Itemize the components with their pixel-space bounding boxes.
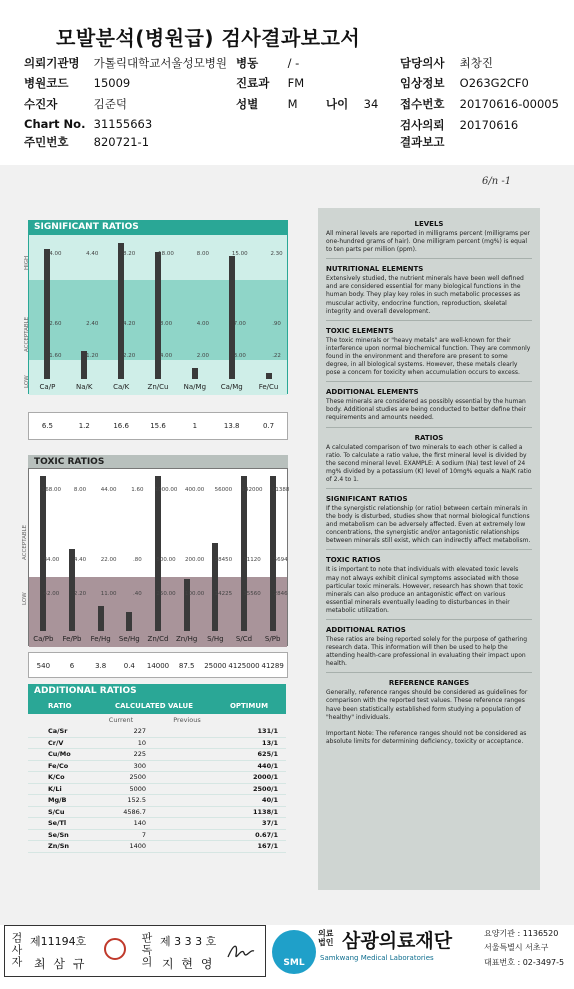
- tick-label: 35560: [243, 591, 261, 597]
- tick-label: 500.00: [156, 557, 176, 563]
- bar-na-mg: [192, 368, 198, 379]
- tick-label: 250.00: [156, 591, 176, 597]
- tick-label: .80: [132, 557, 142, 563]
- tick-label: 11.00: [100, 591, 117, 597]
- rrn-value: 820721-1: [93, 135, 150, 149]
- significant-ratios-chart: [28, 234, 288, 394]
- bar-label: Na/K: [76, 383, 93, 391]
- tick-label: 2846: [273, 591, 288, 597]
- org-code: 요양기관 : 1136520: [484, 929, 559, 938]
- bar-label: Fe/Cu: [258, 383, 279, 391]
- org-address: 서울특별시 서초구: [484, 943, 549, 952]
- signature-icon: [224, 939, 256, 965]
- value-label: 41289: [261, 662, 284, 670]
- current-cell: 1400: [129, 842, 146, 851]
- value-label: 25000: [204, 662, 227, 670]
- levels-body: All mineral levels are reported in milligrams percent (milligrams per one-hundred grams of hair). One milligram percent (mg%) is equal to ten parts per million (ppm).: [326, 230, 532, 259]
- toxic-values-row: [28, 652, 288, 678]
- explanation-panel: [318, 208, 540, 890]
- toxic-elements-title: TOXIC ELEMENTS: [326, 326, 394, 335]
- table-row: [28, 738, 286, 750]
- sex-label: 성별: [236, 97, 259, 111]
- ratios-body: A calculated comparison of two minerals to each other is called a ratio. To calculate a ratio value, the first mineral level is divided by the second mineral level. EXAMPLE: A sodium (Na) test level of 24 mg% divided by a potassium (K) level of 10mg% equals a Na/K ratio of 2.4 to 1.: [326, 444, 532, 489]
- tick-label: 1.60: [49, 353, 62, 359]
- bar-fe-cu: [266, 373, 272, 379]
- tick-label: 4.20: [123, 321, 136, 327]
- tick-label: .90: [272, 321, 281, 327]
- ratio-cell: K/Co: [48, 773, 65, 782]
- table-row: [28, 807, 286, 819]
- reviewer-number: 제 3 3 3 호: [160, 935, 217, 948]
- tick-label: 71120: [243, 557, 261, 563]
- nutritional-title: NUTRITIONAL ELEMENTS: [326, 265, 424, 274]
- institution-row: [24, 55, 227, 71]
- tick-label: 5694: [273, 557, 288, 563]
- chart-value: 31155663: [93, 117, 153, 131]
- ratio-cell: Cu/Mo: [48, 750, 71, 759]
- toxic-ratios-info-body: It is important to note that individuals with elevated toxic levels may not always exhibit clinical symptoms associated with those particular toxic minerals. However, research has shown that toxic minerals can also produce an antagonistic effect on various essential minerals eventually leading to disturbances in their metabolic utilization.: [326, 566, 532, 620]
- bar-zn-hg: [184, 579, 190, 631]
- tick-label: 168.00: [41, 487, 61, 493]
- tick-label: 8.20: [123, 251, 136, 257]
- tick-label: 400.00: [185, 487, 205, 493]
- doctor-label: 담당의사: [400, 56, 445, 70]
- doctor-value: 최창진: [459, 56, 493, 70]
- sig-acceptable-label: ACCEPTABLE: [24, 316, 30, 352]
- tick-label: 7.00: [233, 321, 246, 327]
- value-label: 0.4: [123, 662, 135, 670]
- receipt-row: [400, 96, 559, 112]
- tick-label: 4.00: [49, 251, 62, 257]
- bar-fe-hg: [98, 606, 104, 631]
- current-cell: 5000: [129, 784, 146, 793]
- optimum-cell: 1138/1: [253, 807, 278, 816]
- org-english: Samkwang Medical Laboratories: [320, 954, 434, 962]
- examiner-label: 검사자: [10, 932, 23, 968]
- org-tel: 대표번호 : 02-3497-5: [484, 958, 565, 967]
- age-value: 34: [363, 97, 379, 111]
- request-row: [400, 117, 518, 133]
- current-cell: 7: [141, 830, 146, 839]
- hospital-code-label: 병원코드: [24, 76, 69, 90]
- bar-label: Ca/Mg: [220, 383, 243, 391]
- institution-value: 가톨릭대학교서울성모병원: [93, 56, 227, 70]
- additional-elements-body: These minerals are considered as possibly essential by the human body. Additional studies are being conducted to better define their requirements and amounts needed.: [326, 398, 532, 427]
- bar-label: Ca/Pb: [33, 635, 54, 643]
- rrn-row: [24, 134, 149, 150]
- table-header: [28, 698, 286, 714]
- optimum-cell: 440/1: [257, 761, 278, 770]
- value-label: 14000: [146, 662, 170, 670]
- ratio-cell: K/Li: [48, 784, 62, 793]
- value-label: 0.7: [262, 422, 275, 430]
- tick-label: 4.40: [86, 251, 99, 257]
- value-label: 6.5: [41, 422, 53, 430]
- significant-ratios-title: SIGNIFICANT RATIOS: [28, 220, 288, 234]
- ratio-cell: Fe/Co: [48, 761, 69, 770]
- ratio-cell: Se/Sn: [48, 830, 69, 839]
- dept-label: 진료과: [236, 76, 270, 90]
- bar-label: S/Cd: [235, 635, 253, 643]
- tick-label: 1000.00: [154, 487, 178, 493]
- sig-low-label: LOW: [24, 375, 30, 388]
- current-cell: 300: [133, 761, 146, 770]
- significant-values-row: [28, 412, 288, 440]
- table-row: [28, 749, 286, 761]
- sex-value: M: [287, 97, 298, 111]
- value-label: 6: [69, 662, 75, 670]
- age-label: 나이: [326, 97, 349, 111]
- ratio-cell: Se/Tl: [48, 819, 67, 828]
- bar-label: Fe/Pb: [62, 635, 82, 643]
- org-name: 삼광의료재단: [342, 930, 453, 952]
- ward-row: [236, 55, 299, 71]
- col-previous: Previous: [173, 716, 201, 724]
- table-body: [28, 726, 286, 853]
- optimum-cell: 2500/1: [253, 784, 278, 793]
- examiner-seal-icon: [104, 938, 126, 960]
- clinical-row: [400, 75, 529, 91]
- bar-s-pb: [270, 476, 276, 631]
- tick-label: 1.60: [131, 487, 144, 493]
- request-label: 검사의뢰: [400, 118, 445, 132]
- significant-ratios-info-title: SIGNIFICANT RATIOS: [326, 494, 408, 503]
- optimum-cell: 2000/1: [253, 773, 278, 782]
- optimum-cell: 13/1: [262, 738, 278, 747]
- table-row: [28, 818, 286, 830]
- institution-label: 의뢰기관명: [24, 56, 80, 70]
- hospital-code-value: 15009: [93, 76, 131, 90]
- current-cell: 152.5: [127, 796, 146, 805]
- ratio-cell: Cr/V: [48, 738, 64, 747]
- tick-label: 18.00: [158, 251, 174, 257]
- optimum-cell: 131/1: [257, 727, 278, 736]
- current-cell: 10: [137, 738, 146, 747]
- tick-label: 11388: [271, 487, 290, 493]
- tick-label: 8.00: [196, 251, 209, 257]
- optimum-cell: 40/1: [262, 796, 278, 805]
- receipt-value: 20170616-00005: [459, 97, 559, 111]
- patient-row: [24, 96, 127, 112]
- clinical-label: 임상정보: [400, 76, 445, 90]
- bar-se-hg: [126, 612, 132, 631]
- tick-label: 4.00: [196, 321, 209, 327]
- hospital-code-row: [24, 75, 130, 91]
- tick-label: 28450: [214, 557, 233, 563]
- tick-label: 2.30: [270, 251, 283, 257]
- ratios-title: RATIOS: [414, 433, 444, 442]
- tick-label: 84.00: [43, 557, 60, 563]
- current-cell: 227: [133, 727, 146, 736]
- optimum-cell: 625/1: [257, 750, 278, 759]
- toxic-ratios-title: TOXIC RATIOS: [28, 455, 288, 469]
- additional-ratios-info-title: ADDITIONAL RATIOS: [326, 626, 406, 634]
- tick-label: 2.20: [73, 591, 87, 597]
- optimum-cell: 167/1: [257, 842, 278, 851]
- reviewer-name: 지 현 영: [162, 957, 215, 971]
- tick-label: 100.00: [185, 591, 205, 597]
- additional-ratios-info-body: These ratios are being reported solely for the purpose of gathering research data. This information will then be used to help the attending health-care professional in evaluating their impact upon health.: [326, 636, 532, 673]
- value-label: 1: [192, 422, 198, 430]
- value-label: 3.8: [95, 662, 107, 670]
- col-current: Current: [108, 716, 134, 724]
- tick-label: .40: [132, 591, 142, 597]
- patient-value: 김준덕: [93, 97, 127, 111]
- value-label: 87.5: [178, 662, 195, 670]
- patient-label: 수진자: [24, 97, 58, 111]
- table-row: [28, 841, 286, 853]
- tick-label: 4.40: [73, 557, 87, 563]
- current-cell: 2500: [129, 773, 146, 782]
- additional-ratios-table: [28, 698, 286, 853]
- ratio-cell: Mg/B: [48, 796, 67, 805]
- ratio-cell: Ca/Sr: [48, 727, 68, 736]
- tick-label: 8.00: [159, 321, 173, 327]
- optimum-cell: 0.67/1: [255, 830, 278, 839]
- clinical-value: O263G2CF0: [459, 76, 529, 90]
- org-prefix: 의료법인: [318, 929, 334, 947]
- value-label: 540: [36, 662, 51, 670]
- dept-value: FM: [287, 76, 305, 90]
- nutritional-body: Extensively studied, the nutrient minerals have been well defined and are considered essential for many biological functions in the human body. They play key roles in such metabolic processes as muscular activity, endocrine function, reproduction, skeletal integrity and overall development.: [326, 275, 532, 320]
- current-cell: 4586.7: [123, 807, 146, 816]
- tick-label: 22.00: [100, 557, 117, 563]
- bar-label: S/Hg: [207, 635, 224, 643]
- table-row: [28, 784, 286, 796]
- age-row: [326, 96, 378, 112]
- bar-label: Fe/Hg: [90, 635, 111, 643]
- table-row: [28, 761, 286, 773]
- ward-value: / -: [287, 56, 300, 70]
- significant-ratios-info-body: If the synergistic relationship (or ratio) between certain minerals in the body is disturbed, studies show that normal biological functions and metabolism can be adversely affected. Even at extremely low concentrations, the synergistic and/or antagonistic relationships between minerals still exist, which can indirectly affect metabolism.: [326, 505, 532, 550]
- value-label: 15.6: [150, 422, 166, 430]
- ratio-cell: S/Cu: [48, 807, 65, 816]
- bar-label: Se/Hg: [118, 635, 140, 643]
- tox-acceptable-label: ACCEPTABLE: [22, 524, 28, 560]
- bar-label: Ca/K: [113, 383, 130, 391]
- handwritten-note: 6/n -1: [482, 176, 512, 187]
- tick-label: 2.40: [86, 321, 99, 327]
- chart-row: [24, 117, 152, 131]
- tick-label: 42.00: [43, 591, 60, 597]
- current-cell: 225: [133, 750, 146, 759]
- report-row: [400, 134, 460, 150]
- tox-low-label: LOW: [22, 592, 28, 605]
- table-subheader: [28, 714, 286, 726]
- bar-zn-cd: [155, 476, 161, 631]
- tick-label: 2.60: [49, 321, 62, 327]
- sig-high-label: HIGH: [24, 255, 30, 270]
- levels-title: LEVELS: [414, 220, 444, 228]
- tick-label: 200.00: [185, 557, 205, 563]
- chart-label: Chart No.: [24, 117, 86, 131]
- col-optimum: OPTIMUM: [229, 702, 269, 710]
- additional-ratios-title: ADDITIONAL RATIOS: [28, 684, 286, 698]
- tick-label: .22: [272, 353, 281, 359]
- bar-ca-p: [44, 249, 50, 379]
- additional-elements-title: ADDITIONAL ELEMENTS: [326, 388, 419, 397]
- tick-label: 15.00: [231, 251, 248, 257]
- tick-label: 142000: [241, 487, 263, 493]
- bar-ca-pb: [40, 476, 46, 631]
- examiner-name: 최 삼 규: [34, 957, 87, 971]
- ward-label: 병동: [236, 56, 259, 70]
- doctor-row: [400, 55, 493, 71]
- tick-label: 2.00: [196, 353, 209, 359]
- important-note: Important Note: The reference ranges should not be considered as absolute limits for determining deficiency, toxicity or acceptance.: [326, 729, 527, 745]
- col-ratio: RATIO: [48, 702, 72, 710]
- toxic-ratios-chart: [28, 468, 288, 646]
- ratio-cell: Zn/Sn: [48, 842, 70, 851]
- table-row: [28, 772, 286, 784]
- bar-label: Zn/Cd: [147, 635, 169, 643]
- current-cell: 140: [133, 819, 146, 828]
- bar-s-cd: [241, 476, 247, 631]
- examiner-number: 제11194호: [30, 935, 87, 948]
- value-label: 1.2: [78, 422, 90, 430]
- value-label: 4125000: [228, 662, 260, 670]
- table-row: [28, 830, 286, 842]
- table-row: [28, 795, 286, 807]
- bar-s-hg: [212, 543, 218, 631]
- report-label: 결과보고: [400, 135, 445, 149]
- reviewer-label: 판독의: [140, 932, 153, 968]
- rrn-label: 주민번호: [24, 135, 69, 149]
- reference-ranges-body: Generally, reference ranges should be considered as guidelines for comparison with the reported test values. These reference ranges have been statistically established form studying a population of "healthy" individuals.: [326, 689, 528, 721]
- reference-ranges-title: REFERENCE RANGES: [388, 679, 470, 688]
- bar-label: Ca/P: [39, 383, 56, 391]
- tick-label: 44.00: [100, 487, 117, 493]
- tick-label: 2.20: [123, 353, 136, 359]
- receipt-label: 접수번호: [400, 97, 445, 111]
- request-value: 20170616: [459, 118, 519, 132]
- toxic-elements-body: The toxic minerals or "heavy metals" are well-known for their interference upon normal biochemical function. They are commonly found in the environment and therefore are present to some degree, in all biological systems. However, these metals clearly pose a concern for toxicity when accumulation occurs to excess.: [326, 337, 532, 382]
- table-row: [28, 726, 286, 738]
- tick-label: 4.00: [159, 353, 173, 359]
- bar-zn-cu: [155, 252, 161, 379]
- dept-row: [236, 75, 304, 91]
- tick-label: 56000: [214, 487, 233, 493]
- report-title: 모발분석(병원급) 검사결과보고서: [56, 26, 361, 50]
- value-label: 16.6: [113, 422, 129, 430]
- tick-label: 1.20: [86, 353, 99, 359]
- tick-label: 8.00: [73, 487, 87, 493]
- col-calculated: CALCULATED VALUE: [114, 702, 193, 710]
- bar-ca-mg: [229, 256, 235, 379]
- sml-logo-icon: SML: [272, 930, 316, 974]
- bar-label: Na/Mg: [183, 383, 207, 391]
- bar-label: Zn/Cu: [147, 383, 169, 391]
- bar-label: Zn/Hg: [176, 635, 198, 643]
- tick-label: 3.00: [233, 353, 246, 359]
- toxic-ratios-info-title: TOXIC RATIOS: [326, 556, 381, 565]
- optimum-cell: 37/1: [262, 819, 278, 828]
- bar-label: S/Pb: [264, 635, 281, 643]
- tick-label: 14225: [214, 591, 233, 597]
- value-label: 13.8: [223, 422, 240, 430]
- sex-row: [236, 96, 298, 112]
